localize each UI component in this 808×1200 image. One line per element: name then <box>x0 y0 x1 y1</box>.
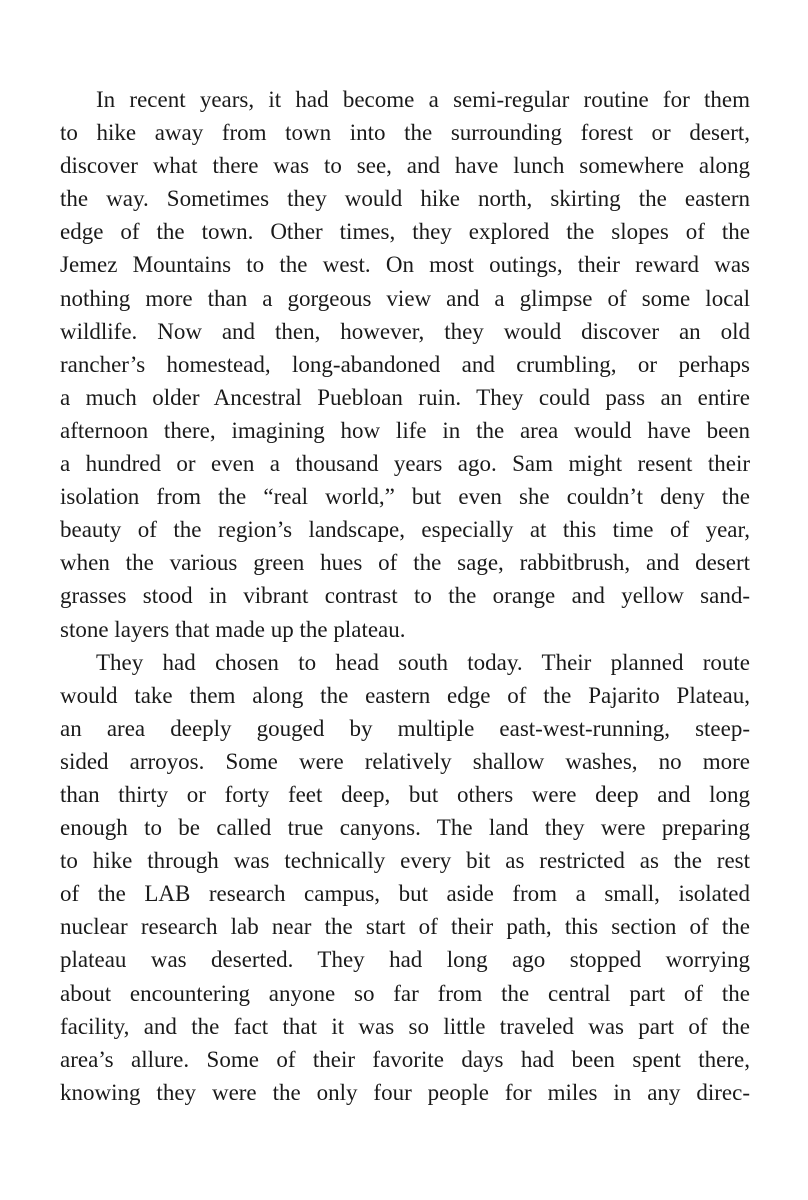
text-line: of the LAB research campus, but aside from a small, isolated <box>60 881 750 907</box>
text-line: Jemez Mountains to the west. On most outings, their reward was <box>60 252 750 278</box>
text-line: sided arroyos. Some were relatively shallow washes, no more <box>60 748 750 774</box>
text-line: about encountering anyone so far from the central part of the <box>60 980 750 1006</box>
text-line: enough to be called true canyons. The land they were preparing <box>60 815 750 841</box>
text-line: the way. Sometimes they would hike north, skirting the eastern <box>60 186 750 212</box>
text-line: knowing they were the only four people for miles in any direc- <box>60 1079 750 1105</box>
text-line: a much older Ancestral Puebloan ruin. They could pass an entire <box>60 384 750 410</box>
text-line: area’s allure. Some of their favorite days had been spent there, <box>60 1046 750 1072</box>
text-line: a hundred or even a thousand years ago. Sam might resent their <box>60 451 750 477</box>
text-line: rancher’s homestead, long-abandoned and crumbling, or perhaps <box>60 351 750 377</box>
text-line: discover what there was to see, and have lunch somewhere along <box>60 153 750 179</box>
text-line: to hike away from town into the surrounding forest or desert, <box>60 120 750 146</box>
paragraph-1 <box>60 83 750 646</box>
text-line: edge of the town. Other times, they explored the slopes of the <box>60 219 750 245</box>
text-line: an area deeply gouged by multiple east-west-running, steep- <box>60 715 750 741</box>
text-line: nothing more than a gorgeous view and a glimpse of some local <box>60 285 750 311</box>
text-line: They had chosen to head south today. Their planned route <box>96 649 750 675</box>
text-line: In recent years, it had become a semi-regular routine for them <box>96 87 750 112</box>
text-line: isolation from the “real world,” but even she couldn’t deny the <box>60 484 750 510</box>
text-line: would take them along the eastern edge of the Pajarito Plateau, <box>60 682 750 708</box>
text-line: wildlife. Now and then, however, they would discover an old <box>60 318 750 344</box>
text-line: nuclear research lab near the start of their path, this section of the <box>60 914 750 940</box>
text-line: afternoon there, imagining how life in the area would have been <box>60 417 750 443</box>
text-line: than thirty or forty feet deep, but others were deep and long <box>60 781 750 807</box>
text-line: facility, and the fact that it was so little traveled was part of the <box>60 1013 750 1039</box>
text-line: plateau was deserted. They had long ago stopped worrying <box>60 947 750 973</box>
text-line: grasses stood in vibrant contrast to the orange and yellow sand- <box>60 583 750 609</box>
text-line: to hike through was technically every bit as restricted as the rest <box>60 848 750 874</box>
page-body <box>60 83 750 1109</box>
text-line: beauty of the region’s landscape, especially at this time of year, <box>60 517 750 543</box>
text-line: when the various green hues of the sage, rabbitbrush, and desert <box>60 550 750 576</box>
paragraph-2 <box>60 646 750 1109</box>
text-line: stone layers that made up the plateau. <box>60 616 406 642</box>
